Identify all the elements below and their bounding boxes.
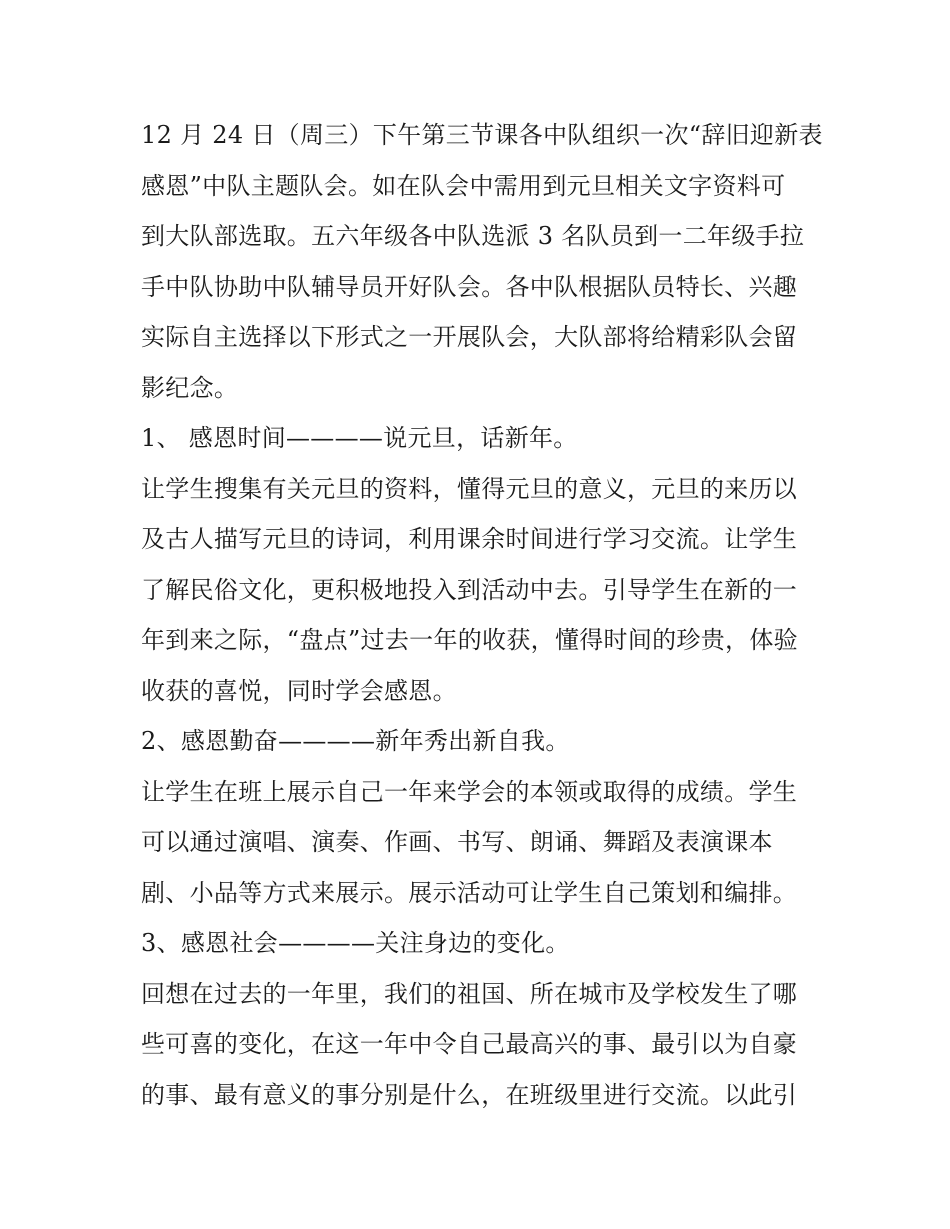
document-body: [141, 110, 823, 1120]
paragraph-line: 回想在过去的一年里，我们的祖国、所在城市及学校发生了哪: [141, 979, 798, 1008]
paragraph-line: 到大队部选取。五六年级各中队选派 3 名队员到一二年级手拉: [141, 222, 805, 250]
paragraph-line: 感恩”中队主题队会。如在队会中需用到元旦相关文字资料可: [141, 171, 786, 200]
paragraph-line: 些可喜的变化，在这一年中令自己最高兴的事、最引以为自豪: [141, 1030, 798, 1058]
paragraph-line: 的事、最有意义的事分别是什么，在班级里进行交流。以此引: [141, 1080, 798, 1109]
paragraph-line: 让学生搜集有关元旦的资料，懂得元旦的意义，元旦的来历以: [141, 474, 798, 503]
paragraph-line: 可以通过演唱、演奏、作画、书写、朗诵、舞蹈及表演课本: [141, 828, 773, 856]
paragraph-line: 年到来之际，“盘点”过去一年的收获，懂得时间的珍贵，体验: [141, 626, 798, 654]
paragraph-line: 剧、小品等方式来展示。展示活动可让学生自己策划和编排。: [141, 878, 798, 907]
section-heading-3: 3、感恩社会————关注身边的变化。: [141, 929, 570, 957]
paragraph-line: 手中队协助中队辅导员开好队会。各中队根据队员特长、兴趣: [141, 272, 798, 301]
section-heading-1: 1、 感恩时间————说元旦，话新年。: [141, 424, 578, 452]
paragraph-line: 让学生在班上展示自己一年来学会的本领或取得的成绩。学生: [141, 777, 798, 806]
paragraph-line: 12 月 24 日（周三）下午第三节课各中队组织一次“辞旧迎新表: [141, 121, 823, 149]
paragraph-line: 收获的喜悦，同时学会感恩。: [141, 676, 457, 705]
section-heading-2: 2、感恩勤奋————新年秀出新自我。: [141, 727, 570, 755]
paragraph-line: 影纪念。: [141, 373, 239, 402]
paragraph-line: 了解民俗文化，更积极地投入到活动中去。引导学生在新的一: [141, 575, 798, 604]
paragraph-line: 实际自主选择以下形式之一开展队会，大队部将给精彩队会留: [141, 323, 798, 351]
paragraph-line: 及古人描写元旦的诗词，利用课余时间进行学习交流。让学生: [141, 525, 798, 553]
